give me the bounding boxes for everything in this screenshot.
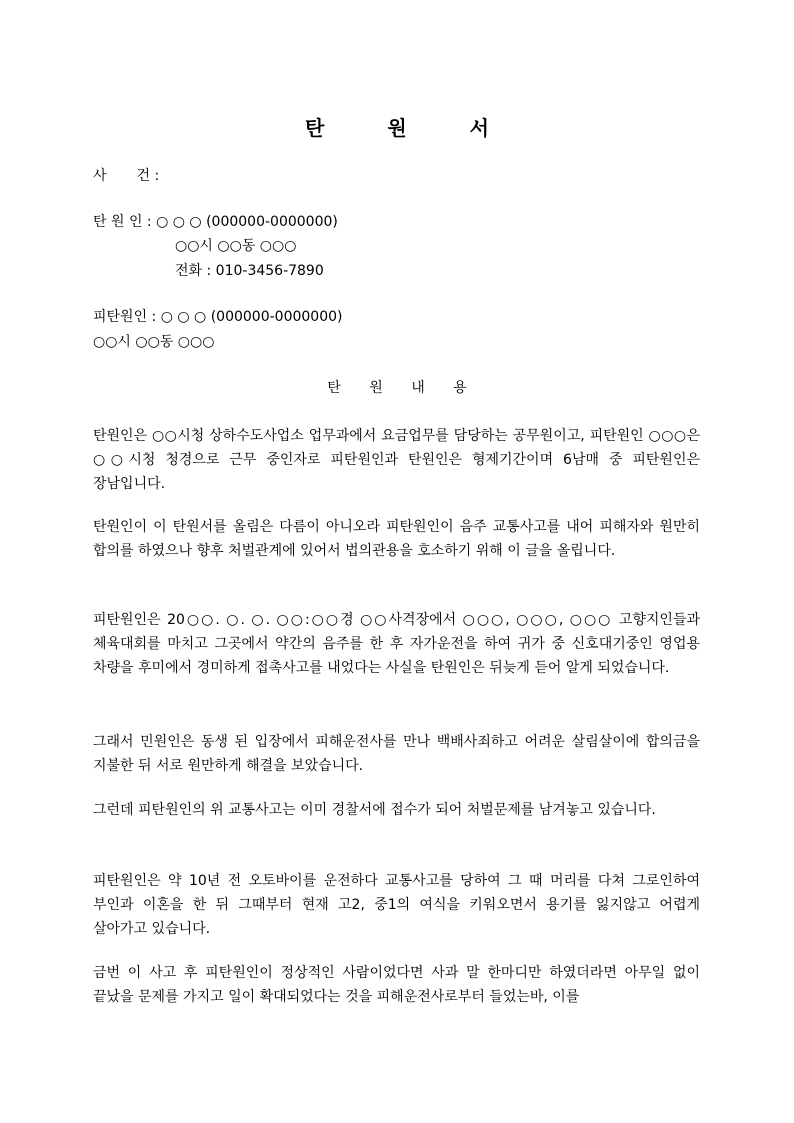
case-label-right: 건 : (136, 168, 160, 184)
petitioner-address: ○○시 ○○동 ○○○ (175, 238, 297, 254)
paragraph-1: 탄원인은 ○○시청 상하수도사업소 업무과에서 요금업무를 담당하는 공무원이고, 피탄원인 ○○○은 ○○시청 청경으로 근무 중인자로 피탄원인과 탄원인은 형제기간이며 6남매 중 피탄원인은 장남입니다. (93, 428, 700, 492)
petitioner-phone: 전화 : 010-3456-7890 (175, 263, 324, 279)
paragraph-4: 그래서 민원인은 동생 된 입장에서 피해운전사를 만나 백배사죄하고 어려운 살림살이에 합의금을 지불한 뒤 서로 원만하게 해결을 보았습니다. (93, 734, 700, 774)
paragraph-2: 탄원인이 이 탄원서를 올림은 다름이 아니오라 피탄원인이 음주 교통사고를 내어 피해자와 원만히 합의를 하였으나 향후 처벌관계에 있어서 법의관용을 호소하기 위해 이 글을 올립니다. (93, 519, 700, 559)
case-label-left: 사 (93, 168, 107, 184)
case-field (93, 166, 159, 186)
paragraph-3: 피탄원인은 20○○. ○. ○. ○○:○○경 ○○사격장에서 ○○○, ○○○, ○○○ 고향지인들과 체육대회를 마치고 그곳에서 약간의 음주를 한 후 자가운전을 하여 귀가 중 신호대기중인 영업용 차량을 후미에서 경미하게 접촉사고를 내었다는 사실을 탄원인은 뒤늦게 듣어 알게 되었습니다. (93, 612, 700, 676)
respondent-address: ○○시 ○○동 ○○○ (93, 334, 215, 350)
section-heading: 탄 원 내 용 (327, 380, 479, 396)
respondent-line: 피탄원인 : ○ ○ ○ (000000-0000000) (93, 309, 343, 325)
paragraph-5: 그런데 피탄원인의 위 교통사고는 이미 경찰서에 접수가 되어 처벌문제를 남겨놓고 있습니다. (93, 802, 656, 818)
paragraph-6: 피탄원인은 약 10년 전 오토바이를 운전하다 교통사고를 당하여 그 때 머리를 다쳐 그로인하여 부인과 이혼을 한 뒤 그때부터 현재 고2, 중1의 여식을 키워오면서 용기를 잃지않고 어렵게 살아가고 있습니다. (93, 873, 700, 937)
document-title: 탄 원 서 (305, 116, 517, 140)
petitioner-line: 탄 원 인 : ○ ○ ○ (000000-0000000) (93, 214, 338, 230)
paragraph-7: 금번 이 사고 후 피탄원인이 정상적인 사람이었다면 사과 말 한마디만 하였더라면 아무일 없이 끝났을 문제를 가지고 일이 확대되었다는 것을 피해운전사로부터 들었는바, 이를 (93, 965, 700, 1005)
